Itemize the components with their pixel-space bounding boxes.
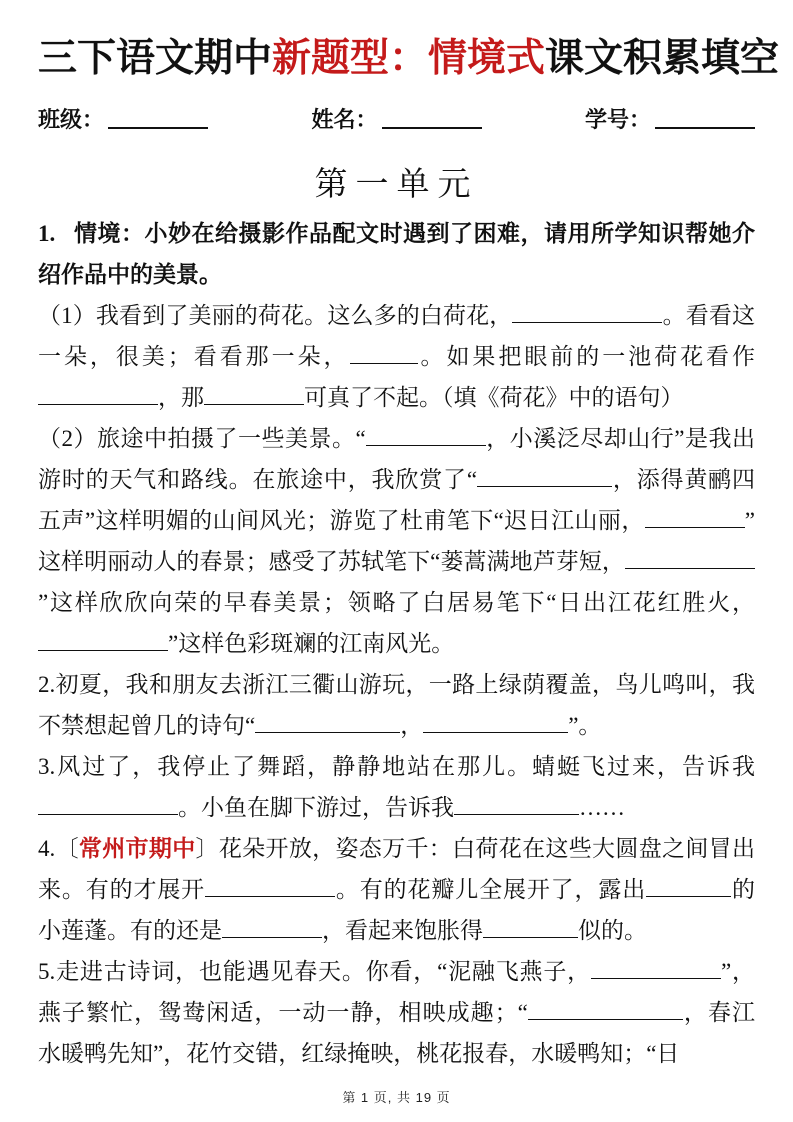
paragraph	[38, 746, 755, 828]
student-id-label: 学号：	[584, 106, 651, 132]
text-run: ，那	[158, 384, 204, 410]
text-run: 。看看这一朵，很美；看看那一朵，	[38, 302, 756, 369]
text-run: 4.〔	[38, 835, 79, 861]
fill-in-blank	[205, 873, 335, 897]
fill-in-blank	[625, 545, 755, 569]
text-run: ，看起来饱胀得	[322, 917, 483, 943]
text-run: 。有的花瓣儿全展开了，露出	[335, 876, 647, 902]
paragraph	[38, 951, 755, 1074]
name-label: 姓名：	[311, 106, 378, 132]
text-run: ，小溪泛尽却山行”是我出游时的天气和路线。在旅途中，我欣赏了“	[38, 425, 755, 492]
fill-in-blank	[477, 463, 612, 487]
fill-in-blank	[423, 709, 568, 733]
text-run: ”，燕子繁忙，鸳鸯闲适，一动一静，相映成趣；“	[38, 958, 755, 1025]
title-text-right: 课文积累填空	[545, 37, 780, 80]
fill-in-blank	[366, 422, 486, 446]
text-run: ”。	[568, 712, 602, 738]
text-run: 1. 情境：小妙在给摄影作品配文时遇到了困难，请用所学知识帮她介绍作品中的美景。	[38, 220, 755, 287]
fill-in-blank	[591, 955, 721, 979]
fill-in-blank	[255, 709, 400, 733]
title-highlight: 新题型：情境式	[272, 37, 546, 80]
fill-in-blank	[38, 627, 168, 651]
text-run: ……	[579, 794, 625, 820]
student-id-field	[585, 103, 755, 134]
paragraph	[38, 295, 755, 418]
fill-in-blank	[528, 996, 683, 1020]
fill-in-blank	[350, 340, 418, 364]
fill-in-blank	[483, 914, 578, 938]
text-run: 〕花朵开放，姿态万千：白荷花在这些大圆盘之间冒出来。有的才展开	[38, 835, 756, 902]
student-info-row	[38, 103, 755, 134]
class-blank-line	[108, 107, 208, 129]
text-run: 的小莲蓬。有的还是	[38, 876, 756, 943]
text-run: ”这样明丽动人的春景；感受了苏轼笔下“蒌蒿满地芦芽短，	[38, 507, 755, 574]
exam-source-tag: 常州市期中	[78, 835, 196, 861]
name-blank-line	[382, 107, 482, 129]
paragraph	[38, 828, 755, 951]
text-run: 3.风过了，我停止了舞蹈，静静地站在那儿。蜻蜓飞过来，告诉我	[38, 753, 755, 779]
page-number: 第 1 页, 共 19 页	[342, 1090, 451, 1105]
name-field	[311, 103, 481, 134]
fill-in-blank	[512, 299, 662, 323]
text-run: 2.初夏，我和朋友去浙江三衢山游玩，一路上绿荫覆盖，鸟儿鸣叫，我不禁想起曾几的诗句“	[38, 671, 755, 738]
fill-in-blank	[646, 873, 731, 897]
fill-in-blank	[38, 791, 178, 815]
page-title	[38, 36, 780, 83]
class-label: 班级：	[38, 106, 105, 132]
text-run: ，春江水暖鸭先知”，花竹交错，红绿掩映，桃花报春，水暖鸭知；“日	[38, 999, 755, 1066]
fill-in-blank	[645, 504, 745, 528]
text-run: 似的。	[578, 917, 647, 943]
text-run: 5.走进古诗词，也能遇见春天。你看，“泥融飞燕子，	[38, 958, 591, 984]
text-run: ，	[400, 712, 424, 738]
section-title: 第一单元	[314, 166, 479, 203]
text-run: ，添得黄鹂四五声”这样明媚的山间风光；游览了杜甫笔下“迟日江山丽，	[38, 466, 755, 533]
title-text-left: 三下语文期中	[38, 37, 273, 80]
class-field	[38, 103, 208, 134]
text-run: ”这样欣欣向荣的早春美景；领略了白居易笔下“日出江花红胜火，	[38, 589, 755, 615]
fill-in-blank	[204, 381, 304, 405]
fill-in-blank	[38, 381, 158, 405]
paragraph	[38, 418, 755, 664]
text-run: （2）旅途中拍摄了一些美景。“	[38, 425, 366, 451]
text-run: 。小鱼在脚下游过，告诉我	[178, 794, 454, 820]
paragraph	[38, 664, 755, 746]
student-id-blank-line	[655, 107, 755, 129]
text-run: 。如果把眼前的一池荷花看作	[417, 343, 756, 369]
paragraph-list	[38, 213, 755, 1074]
fill-in-blank	[222, 914, 322, 938]
paragraph	[38, 213, 755, 295]
text-run: 可真了不起。（填《荷花》中的语句）	[304, 384, 684, 410]
text-run: （1）我看到了美丽的荷花。这么多的白荷花，	[38, 302, 513, 328]
fill-in-blank	[454, 791, 579, 815]
text-run: ”这样色彩斑斓的江南风光。	[168, 630, 455, 656]
